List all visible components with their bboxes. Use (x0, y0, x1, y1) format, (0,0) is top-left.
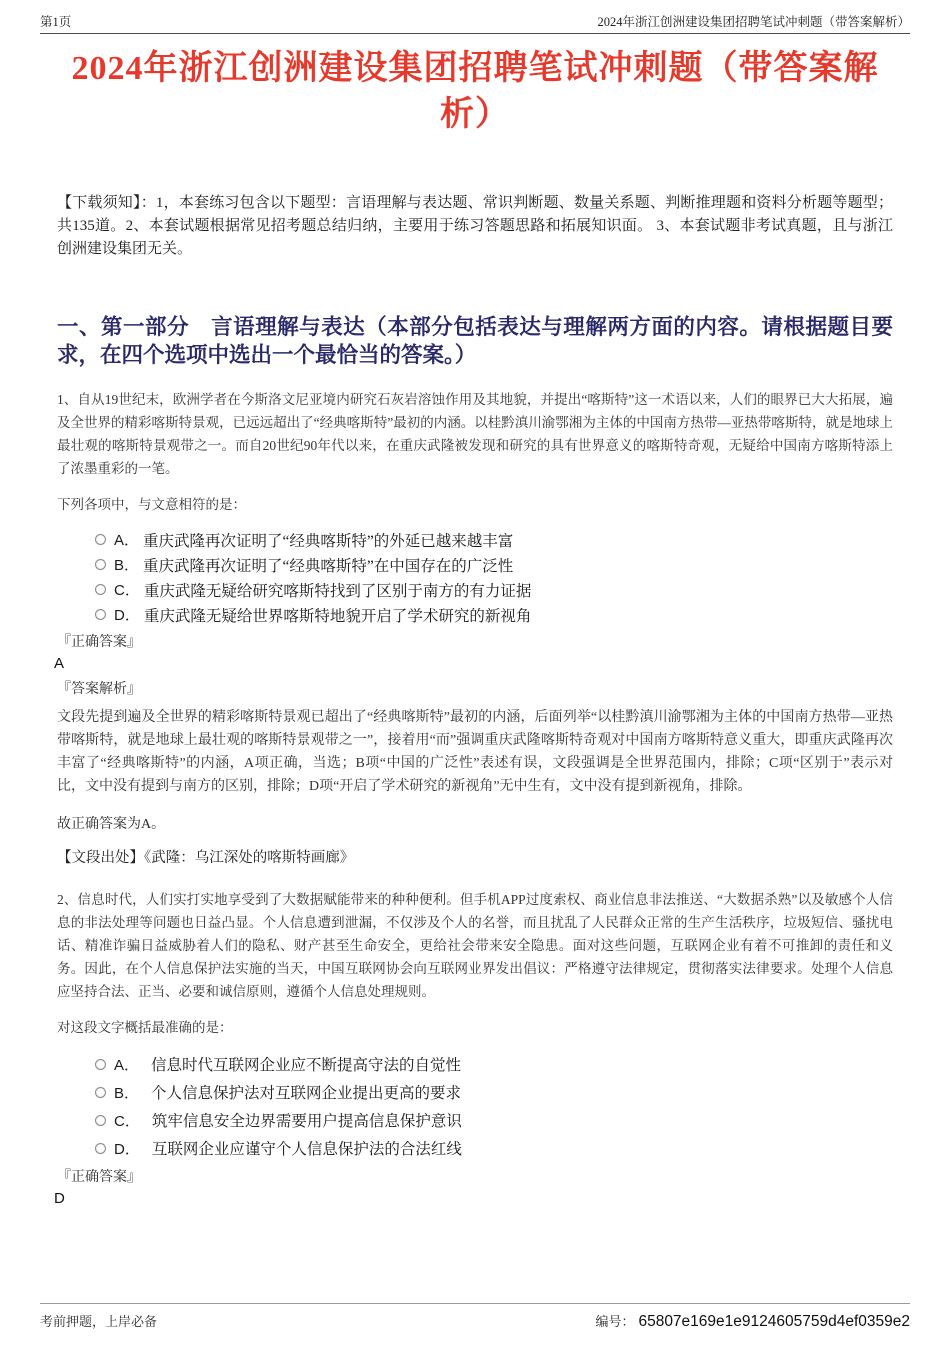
download-notice: 【下载须知】：1，本套练习包含以下题型：言语理解与表达题、常识判断题、数量关系题、判断推理题和资料分析题等题型；共135道。2、本套试题根据常见招考题总结归纳，主要用于练习答题思路和拓展知识面。 3、本套试题非考试真题，且与浙江创洲建设集团无关。 (57, 195, 893, 257)
question-2-option-d[interactable] (95, 1134, 893, 1162)
question-1-option-a[interactable] (95, 527, 893, 552)
option-text: 重庆武隆无疑给世界喀斯特地貌开启了学术研究的新视角 (143, 607, 532, 625)
header-doc-title: 2024年浙江创洲建设集团招聘笔试冲刺题（带答案解析） (597, 15, 910, 29)
option-letter: D． (114, 607, 140, 624)
option-letter: B． (114, 557, 140, 574)
radio-button-icon[interactable] (95, 1059, 106, 1070)
option-text: 个人信息保护法对互联网企业提出更高的要求 (151, 1085, 462, 1102)
question-1-option-d[interactable] (95, 602, 893, 627)
question-1-stem: 1、自从19世纪末，欧洲学者在今斯洛文尼亚境内研究石灰岩溶蚀作用及其地貌，并提出“喀斯特”这一术语以来，人们的眼界已大大拓展，遍及全世界的精彩喀斯特景观，已远远超出了“经典喀斯特”最初的内涵。以桂黔滇川渝鄂湘为主体的中国南方热带—亚热带喀斯特，就是地球上最壮观的喀斯特景观带之一。而自20世纪90年代以来，在重庆武隆被发现和研究的具有世界意义的喀斯特奇观，无疑给中国南方喀斯特添上了浓墨重彩的一笔。 (57, 392, 893, 476)
document-title: 2024年浙江创洲建设集团招聘笔试冲刺题（带答案解析） (71, 50, 879, 133)
option-text: 互联网企业应谨守个人信息保护法的合法红线 (151, 1141, 462, 1158)
radio-button-icon[interactable] (95, 559, 106, 570)
question-2-stem: 2、信息时代，人们实打实地享受到了大数据赋能带来的种种便利。但手机APP过度索权、商业信息非法推送、“大数据杀熟”以及敏感个人信息的非法处理等问题也日益凸显。个人信息遭到泄漏，不仅涉及个人的名誉，而且扰乱了人民群众正常的生产生活秩序，垃圾短信、骚扰电话、精准诈骗日益威胁着人们的隐私、财产甚至生命安全，更给社会带来安全隐患。面对这些问题，互联网企业有着不可推卸的责任和义务。因此，在个人信息保护法实施的当天，中国互联网协会向互联网业界发出倡议：严格遵守法律规定，贯彻落实法律要求。处理个人信息应坚持合法、正当、必要和诚信原则，遵循个人信息处理规则。 (57, 892, 893, 999)
radio-button-icon[interactable] (95, 609, 106, 620)
code-value: 65807e169e1e9124605759d4ef0359e2 (638, 1313, 910, 1330)
radio-button-icon[interactable] (95, 1143, 106, 1154)
question-2-prompt: 对这段文字概括最准确的是： (57, 1020, 233, 1035)
option-text: 筑牢信息安全边界需要用户提高信息保护意识 (151, 1113, 462, 1130)
document-content (54, 46, 893, 1209)
question-1-option-b[interactable] (95, 552, 893, 577)
analysis-label: 『答案解析』 (57, 682, 141, 697)
footer-slogan: 考前押题，上岸必备 (40, 1314, 158, 1329)
option-text: 重庆武隆再次证明了“经典喀斯特”的外延已越来越丰富 (143, 532, 514, 550)
correct-answer-value: A (54, 655, 65, 672)
analysis-text: 文段先提到遍及全世界的精彩喀斯特景观已超出了“经典喀斯特”最初的内涵，后面列举“以桂黔滇川渝鄂湘为主体的中国南方热带—亚热带喀斯特，就是地球上最壮观的喀斯特景观带之一”，接着用“而”强调重庆武隆喀斯特奇观对中国南方喀斯特意义重大，即重庆武隆再次丰富了“经典喀斯特”的内涵，A项正确，当选；B项“中国的广泛性”表述有误，文段强调是全世界范围内，排除；C项“区别于”表示对比，文中没有提到与南方的区别，排除；D项“开启了学术研究的新视角”无中生有，文中没有提到新视角，排除。 (57, 710, 893, 794)
radio-button-icon[interactable] (95, 534, 106, 545)
page-footer (40, 1303, 910, 1331)
question-1-options (57, 527, 893, 627)
option-letter: C． (114, 1112, 140, 1130)
correct-answer-label: 『正确答案』 (57, 635, 141, 650)
option-text: 重庆武隆无疑给研究喀斯特找到了区别于南方的有力证据 (143, 582, 532, 600)
radio-button-icon[interactable] (95, 1087, 106, 1098)
footer-code (595, 1311, 910, 1331)
question-2-options (57, 1050, 893, 1162)
radio-button-icon[interactable] (95, 1115, 106, 1126)
correct-answer-label: 『正确答案』 (57, 1170, 141, 1185)
question-1 (54, 388, 893, 869)
passage-source: 【文段出处】《武隆：乌江深处的喀斯特画廊》 (57, 850, 355, 866)
radio-button-icon[interactable] (95, 584, 106, 595)
question-2 (54, 888, 893, 1209)
question-2-option-a[interactable] (95, 1050, 893, 1078)
question-1-prompt: 下列各项中，与文意相符的是： (57, 497, 246, 512)
option-letter: B． (114, 1084, 140, 1102)
option-text: 重庆武隆再次证明了“经典喀斯特”在中国存在的广泛性 (143, 557, 514, 575)
question-1-option-c[interactable] (95, 577, 893, 602)
question-2-option-c[interactable] (95, 1106, 893, 1134)
option-letter: D． (114, 1140, 140, 1158)
option-letter: C． (114, 582, 140, 599)
code-label: 编号： (595, 1314, 635, 1329)
option-text: 信息时代互联网企业应不断提高守法的自觉性 (151, 1057, 462, 1074)
correct-answer-value: D (54, 1190, 65, 1207)
section-heading: 一、第一部分 言语理解与表达（本部分包括表达与理解两方面的内容。请根据题目要求，在四个选项中选出一个最恰当的答案。） (57, 315, 893, 367)
option-letter: A． (114, 1056, 140, 1074)
option-letter: A． (114, 532, 140, 549)
conclusion-text: 故正确答案为A。 (57, 817, 166, 832)
page-number: 第1页 (40, 15, 72, 29)
question-2-option-b[interactable] (95, 1078, 893, 1106)
page-header (40, 12, 910, 34)
